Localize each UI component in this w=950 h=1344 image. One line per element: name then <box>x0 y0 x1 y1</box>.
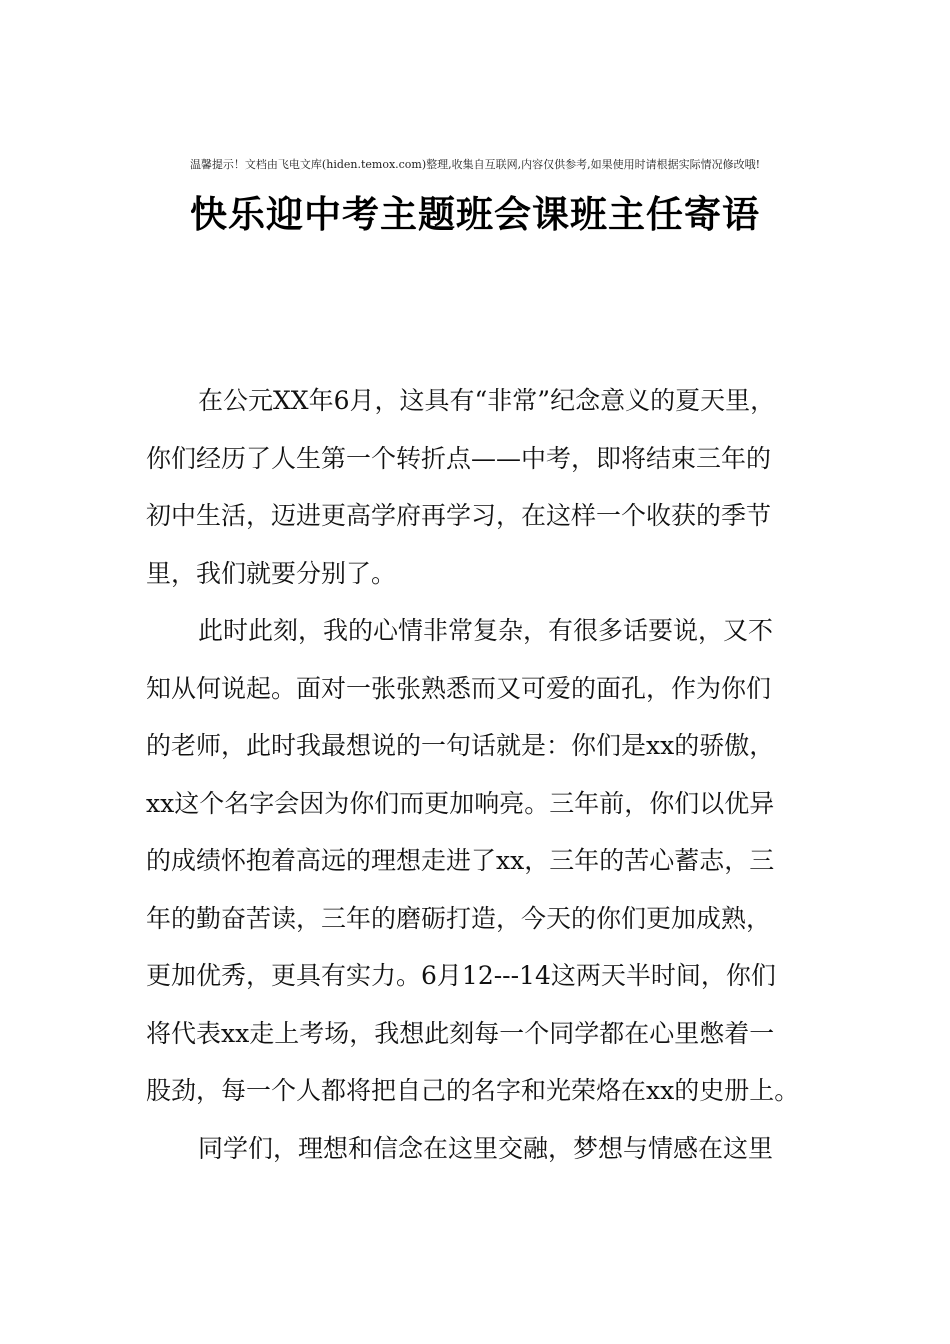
paragraph-1-line-2: 你们经历了人生第一个转折点——中考，即将结束三年的 <box>146 443 772 473</box>
paragraph-2-line-7: 更加优秀，更具有实力。6月12---14这两天半时间，你们 <box>146 961 776 990</box>
header-notice: 温馨提示！文档由飞电文库(hiden.temox.com)整理,收集自互联网,内容仅供参考,如果使用时请根据实际情况修改哦! <box>189 158 761 171</box>
paragraph-2-line-1: 此时此刻，我的心情非常复杂，有很多话要说，又不 <box>198 616 774 645</box>
paragraph-2-line-6: 年的勤奋苦读，三年的磨砺打造，今天的你们更加成熟， <box>146 903 772 933</box>
paragraph-2-line-2: 知从何说起。面对一张张熟悉而又可爱的面孔，作为你们 <box>146 673 772 703</box>
paragraph-1-line-3: 初中生活，迈进更高学府再学习，在这样一个收获的季节 <box>146 501 772 530</box>
paragraph-2-line-3: 的老师，此时我最想说的一句话就是：你们是xx的骄傲， <box>146 731 775 760</box>
paragraph-2-line-9: 股劲，每一个人都将把自己的名字和光荣烙在xx的史册上。 <box>146 1076 800 1105</box>
paragraph-3-line-1: 同学们，理想和信念在这里交融，梦想与情感在这里 <box>198 1133 774 1163</box>
paragraph-1-line-1: 在公元XX年6月，这具有“非常”纪念意义的夏天里， <box>198 386 776 415</box>
paragraph-1-line-4: 里，我们就要分别了。 <box>146 558 397 588</box>
paragraph-2-line-4: xx这个名字会因为你们而更加响亮。三年前，你们以优异 <box>146 788 775 818</box>
document-title: 快乐迎中考主题班会课班主任寄语 <box>190 192 760 236</box>
document-body <box>146 372 826 1177</box>
paragraph-2-line-8: 将代表xx走上考场，我想此刻每一个同学都在心里憋着一 <box>146 1018 775 1048</box>
paragraph-2-line-5: 的成绩怀抱着高远的理想走进了xx，三年的苦心蓄志，三 <box>146 846 775 875</box>
